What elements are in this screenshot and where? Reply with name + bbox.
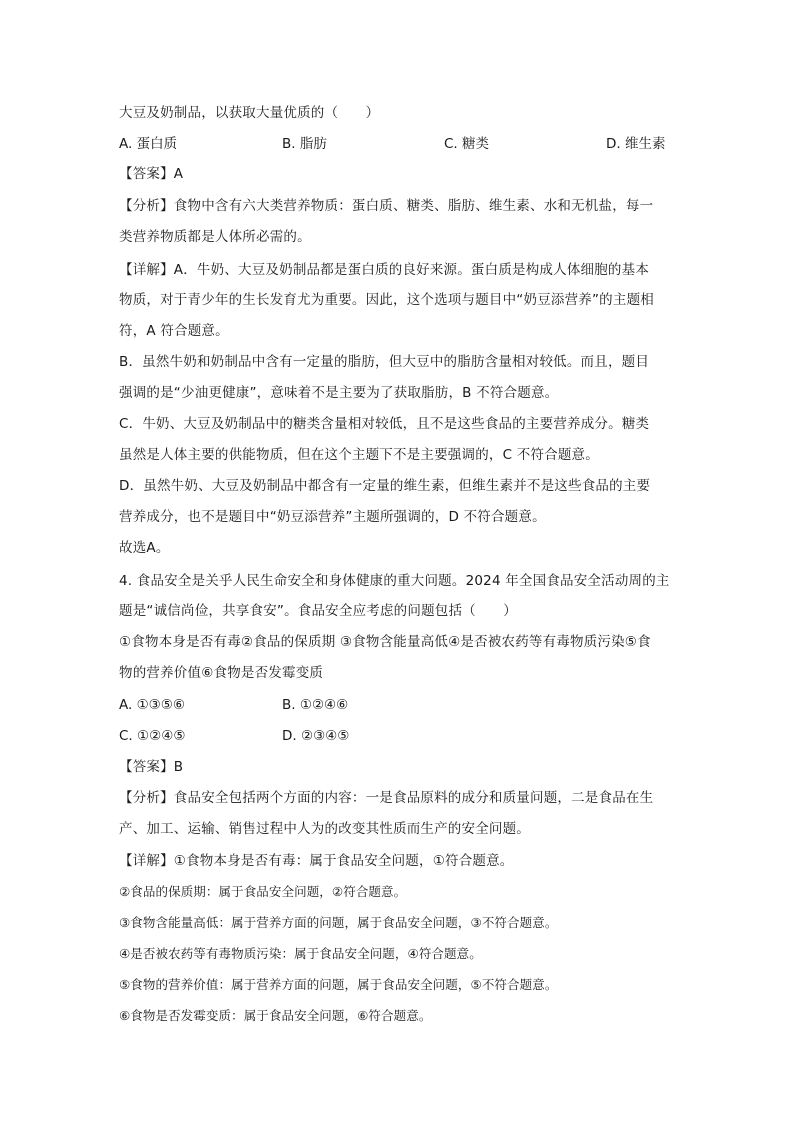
q4-detail-line: ④是否被农药等有毒物质污染：属于食品安全问题，④符合题意。 — [119, 946, 482, 961]
q3-detail-line: 强调的是“少油更健康”，意味着不是主要为了获取脂肪，B 不符合题意。 — [119, 385, 559, 401]
q4-stem-line: 题是“诚信尚俭，共享食安”。食品安全应考虑的问题包括（ ） — [119, 603, 517, 619]
q3-analysis-line: 【分析】食物中含有六大类营养物质：蛋白质、糖类、脂肪、维生素、水和无机盐，每一 — [119, 198, 654, 214]
q4-stem-line: ①食物本身是否有毒②食品的保质期 ③食物含能量高低④是否被农药等有毒物质污染⑤食 — [119, 634, 651, 650]
q4-detail-line: ⑤食物的营养价值：属于营养方面的问题，属于食品安全问题，⑤不符合题意。 — [119, 977, 558, 992]
q4-stem-line: 物的营养价值⑥食物是否发霉变质 — [119, 665, 324, 681]
q3-conclusion: 故选A。 — [119, 540, 170, 556]
q3-detail-line: D．虽然牛奶、大豆及奶制品中都含有一定量的维生素，但维生素并不是这些食品的主要 — [119, 478, 651, 494]
q3-detail-line: 营养成分，也不是题目中“奶豆添营养”主题所强调的，D 不符合题意。 — [119, 509, 546, 525]
q3-option-b: B. 脂肪 — [282, 136, 327, 152]
q4-detail-head: 【详解】①食物本身是否有毒：属于食品安全问题，①符合题意。 — [119, 853, 514, 869]
q4-option-c: C. ①②④⑤ — [119, 728, 186, 744]
q3-stem: 大豆及奶制品，以获取大量优质的（ ） — [119, 105, 380, 121]
q4-option-a: A. ①③⑤⑥ — [119, 697, 185, 713]
q4-analysis-line: 【分析】食品安全包括两个方面的内容：一是食品原料的成分和质量问题，二是食品在生 — [119, 790, 654, 806]
q4-option-d: D. ②③④⑤ — [282, 728, 350, 744]
q4-option-b: B. ①②④⑥ — [282, 697, 349, 713]
q4-stem-line: 4. 食品安全是关乎人民生命安全和身体健康的重大问题。2024 年全国食品安全活动周的主 — [119, 573, 670, 589]
q4-detail-line: ⑥食物是否发霉变质：属于食品安全问题，⑥符合题意。 — [119, 1008, 432, 1023]
q3-option-a: A. 蛋白质 — [119, 136, 178, 152]
q4-detail-line: ②食品的保质期：属于食品安全问题，②符合题意。 — [119, 884, 407, 899]
q4-answer: 【答案】B — [119, 759, 184, 775]
q3-detail-line: 【详解】A．牛奶、大豆及奶制品都是蛋白质的良好来源。蛋白质是构成人体细胞的基本 — [119, 262, 650, 278]
q3-option-c: C. 糖类 — [444, 136, 490, 152]
q3-detail-line: 物质，对于青少年的生长发育尤为重要。因此，这个选项与题目中“奶豆添营养”的主题相 — [119, 292, 654, 308]
q3-answer: 【答案】A — [119, 166, 184, 182]
q3-detail-line: B．虽然牛奶和奶制品中含有一定量的脂肪，但大豆中的脂肪含量相对较低。而且，题目 — [119, 354, 650, 370]
q3-option-d: D. 维生素 — [606, 136, 666, 152]
q4-detail-line: ③食物含能量高低：属于营养方面的问题，属于食品安全问题，③不符合题意。 — [119, 915, 558, 930]
q3-analysis-line: 类营养物质都是人体所必需的。 — [119, 229, 311, 245]
q3-detail-line: C．牛奶、大豆及奶制品中的糖类含量相对较低，且不是这些食品的主要营养成分。糖类 — [119, 416, 650, 432]
q3-detail-line: 符，A 符合题意。 — [119, 323, 229, 339]
q3-detail-line: 虽然是人体主要的供能物质，但在这个主题下不是主要强调的，C 不符合题意。 — [119, 447, 599, 463]
q4-analysis-line: 产、加工、运输、销售过程中人为的改变其性质而生产的安全问题。 — [119, 821, 530, 837]
